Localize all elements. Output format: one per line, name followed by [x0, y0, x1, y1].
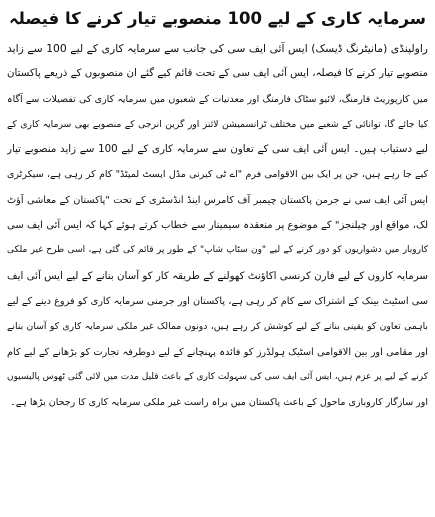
article-line: لک، مواقع اور چیلنجز" کے موضوع پر منعقدہ سیمینار سے خطاب کرتے ہوئے کہا کہ ایس آئی ایف سی [7, 220, 428, 232]
article-line: سرمایہ کاروں کے لیے فارن کرنسی اکاؤنٹ کھولنے کے طریقہ کار کو آسان بنانے کے لیے ایس آئی ایف [7, 269, 428, 282]
article-line: باہمی تعاون کو یقینی بنانے کے لیے کوشش کر رہے ہیں، دونوں ممالک غیر ملکی سرمایہ کاری کو آسان بنانے [7, 321, 428, 333]
article-line: اور مقامی اور بین الاقوامی اسٹیک ہولڈرز کو فائدہ پہنچانے کے لیے دوطرفہ تجارت کو بڑھانے کے لیے کام [7, 346, 428, 358]
article-headline: سرمایہ کاری کے لیے 100 منصوبے تیار کرنے کا فیصلہ [9, 9, 426, 28]
article-line: منصوبے تیار کرنے کا فیصلہ، ایس آئی ایف سی کے تحت قائم کیے گئے ان منصوبوں کے ذریعے پاکستان [7, 67, 428, 80]
article-line: ایس آئی ایف سی نے جرمن پاکستان چیمبر آف کامرس اینڈ انڈسٹری کے تحت "پاکستان کے معاشی آؤٹ [7, 194, 428, 206]
article-line: میں کارپوریٹ فارمنگ، لائیو سٹاک فارمنگ اور معدنیات کے شعبوں میں سرمایہ کاری کی تفصیلات سے آگاہ [7, 93, 428, 105]
article-line: سی اسٹیٹ بینک کے اشتراک سے کام کر رہی ہے، پاکستان اور جرمنی سرمایہ کاری کو فروغ دینے کے لیے [7, 295, 428, 307]
article-body [7, 36, 428, 415]
article-line: کیا جائے گا، توانائی کے شعبے میں مختلف ٹرانسمیشن لائنز اور گرین انرجی کے منصوبے بھی سرمایہ کاری کے [7, 118, 428, 130]
article-line: کیے جا رہے ہیں، جن پر ایک بین الاقوامی فرم "اے ٹی کیرنی مڈل ایسٹ لمیٹڈ" کام کر رہی ہے، سیکرٹری [7, 169, 428, 181]
article-line: راولپنڈی (مانیٹرنگ ڈیسک) ایس آئی ایف سی کی جانب سے سرمایہ کاری کے لیے 100 سے زاید [7, 42, 428, 55]
article-line: کرنے کے لیے پر عزم ہیں، ایس آئی ایف سی کی سہولت کاری کے باعث قلیل مدت میں لائی گئی ٹھوس پالیسیوں [7, 371, 428, 382]
article-line: لیے دستیاب ہیں۔ ایس آئی ایف سی کے تعاون سے سرمایہ کاری کے لیے 100 سے زاید منصوبے تیار [7, 143, 428, 156]
article-line: کاروبار میں دشواریوں کو دور کرنے کے لیے "ون سٹاپ شاپ" کے طور پر قائم کی گئی ہے، اسی طرح غیر ملکی [7, 245, 428, 256]
article-line: اور سازگار کاروباری ماحول کے باعث پاکستان میں براہ راست غیر ملکی سرمایہ کاری کا رجحان بڑھا ہے۔ [10, 397, 428, 409]
